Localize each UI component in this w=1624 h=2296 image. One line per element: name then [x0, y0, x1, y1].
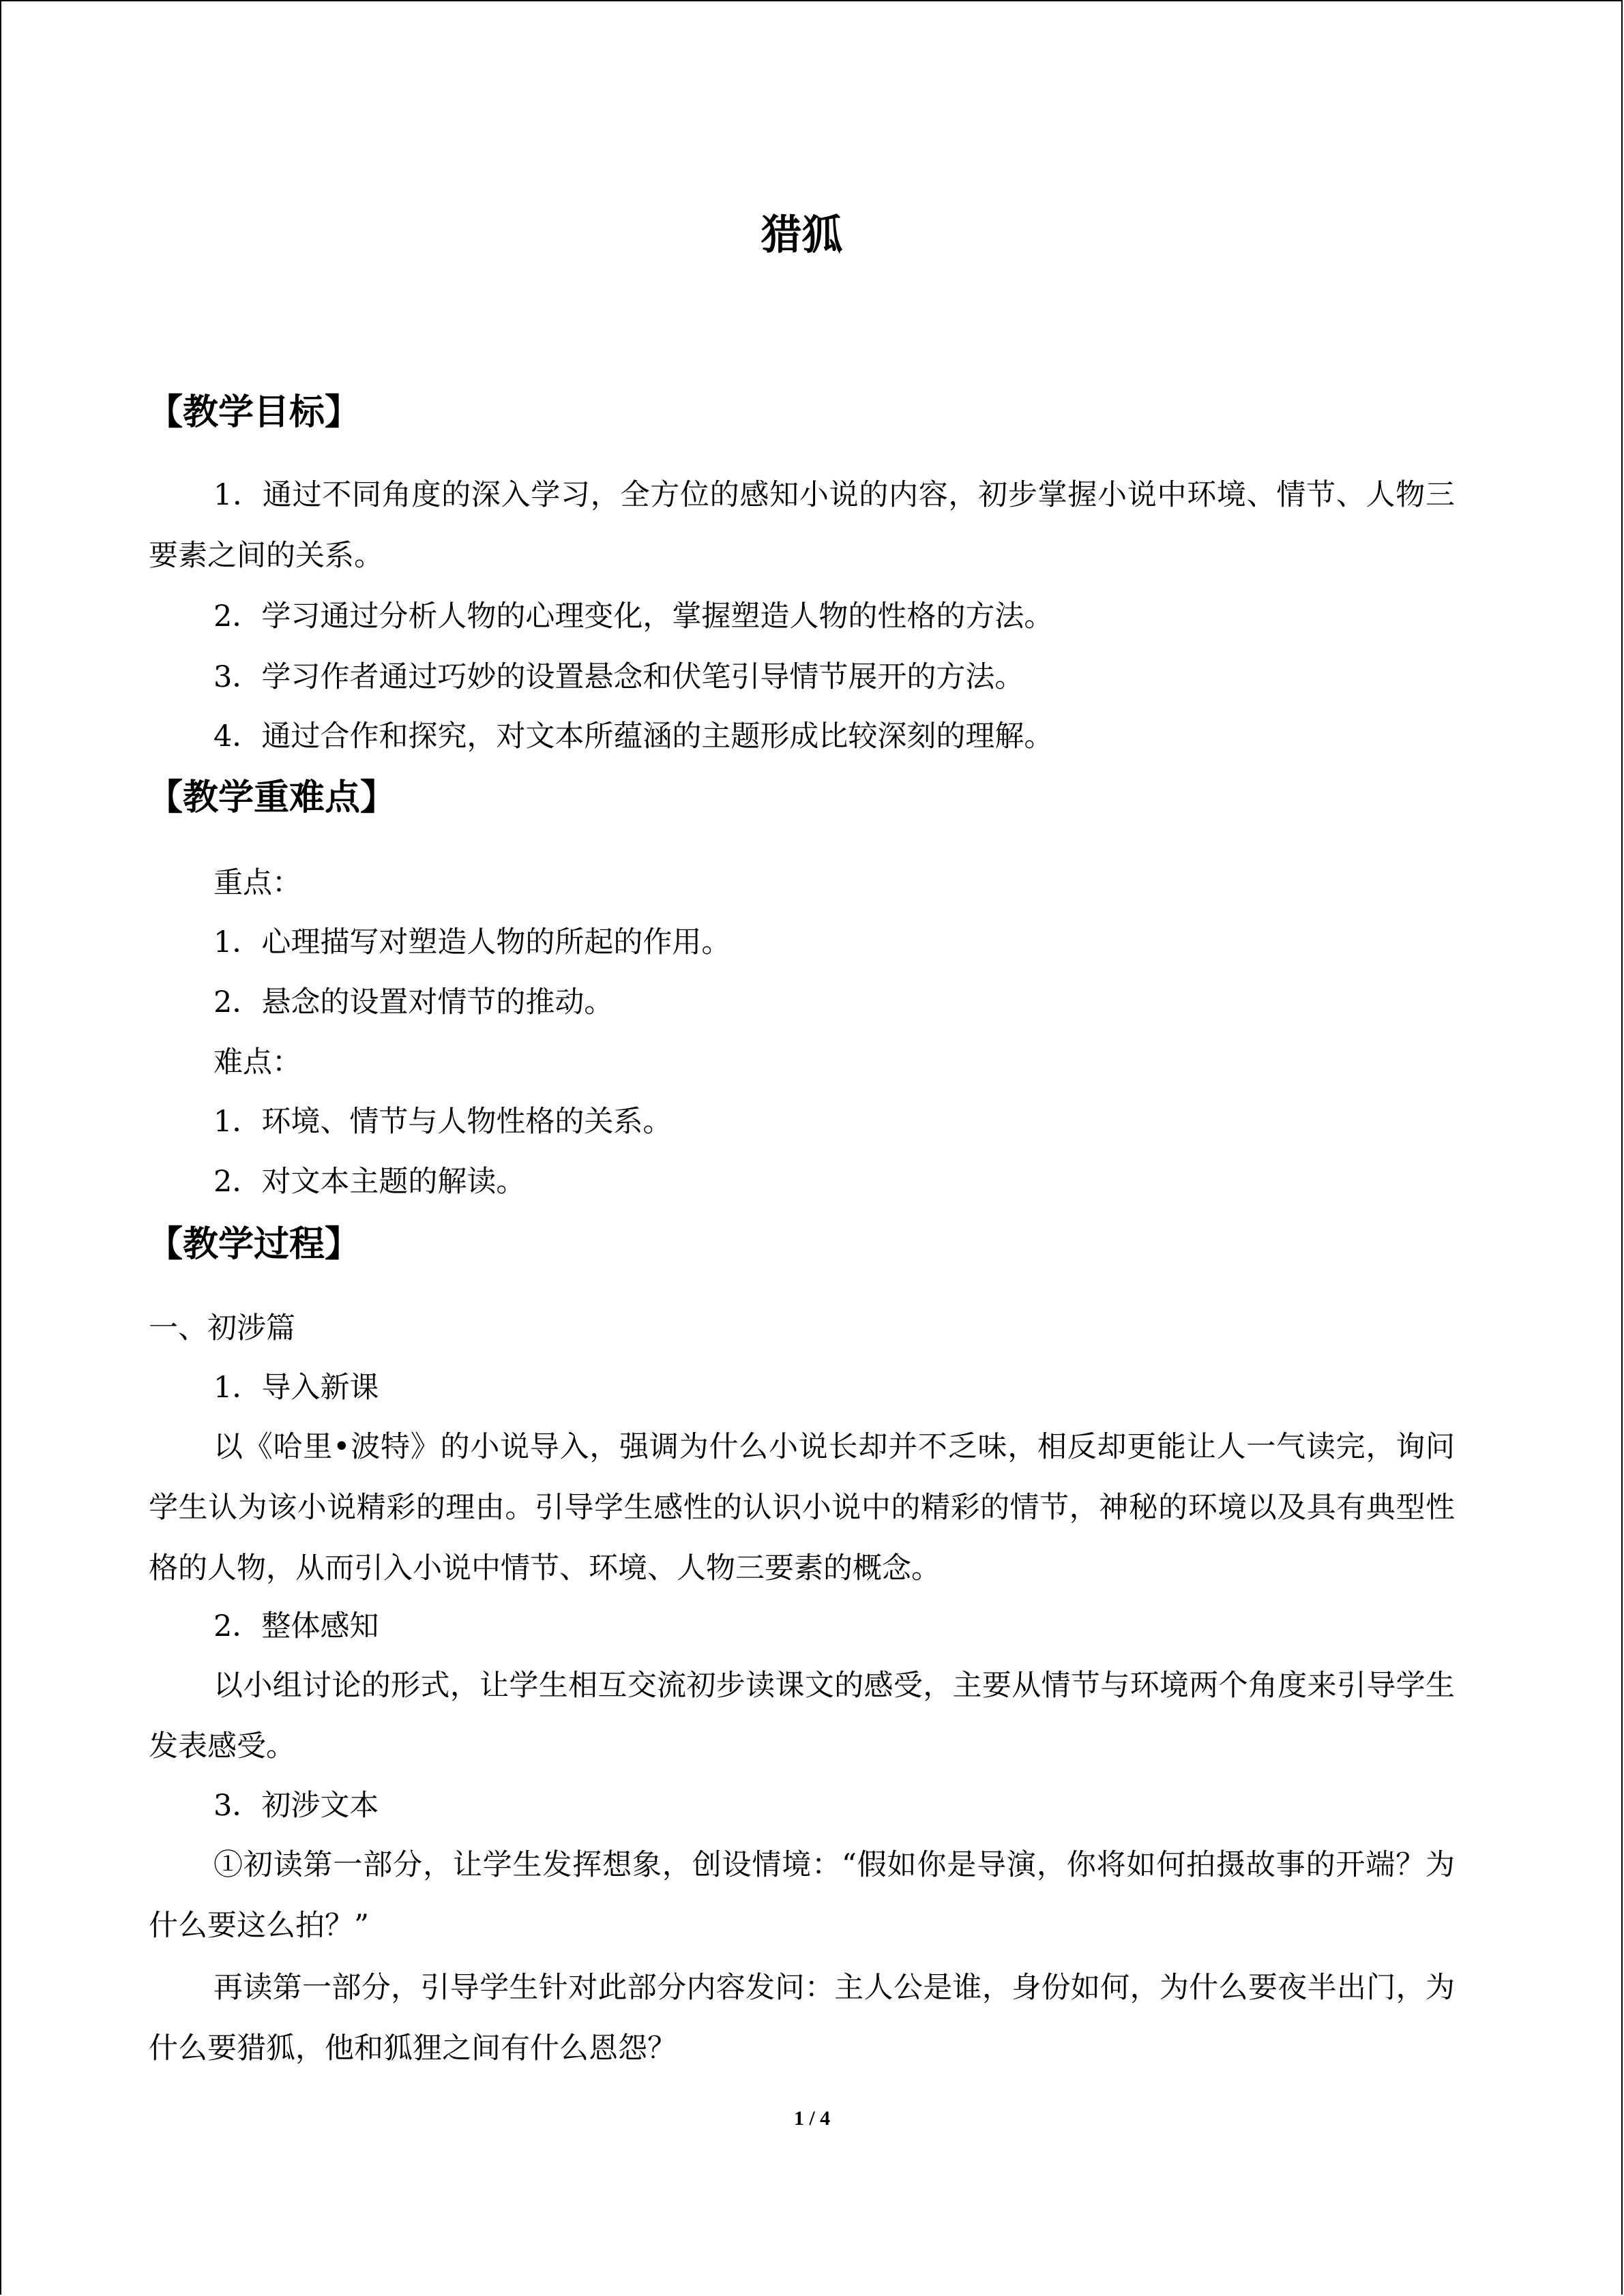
step3-paragraph-1: ①初读第一部分，让学生发挥想象，创设情境：“假如你是导演，你将如何拍摄故事的开端？为什么要这么拍？”: [149, 1848, 1455, 1943]
heading-teaching-goals: 【教学目标】: [147, 392, 361, 433]
page-title: 猎狐: [761, 211, 843, 259]
heading-teaching-process: 【教学过程】: [147, 1224, 361, 1265]
page-number: 1 / 4: [793, 2107, 831, 2130]
goal-item-1: 1．通过不同角度的深入学习，全方位的感知小说的内容，初步掌握小说中环境、情节、人物三要素之间的关系。: [149, 478, 1455, 573]
goal-item-2: 2．学习通过分析人物的心理变化，掌握塑造人物的性格的方法。: [213, 599, 1054, 633]
key-point-1: 1．心理描写对塑造人物的所起的作用。: [213, 925, 731, 959]
part1-title: 一、初涉篇: [149, 1311, 295, 1345]
step1-title: 1．导入新课: [213, 1371, 379, 1405]
heading-key-difficult: 【教学重难点】: [147, 777, 396, 818]
goal-item-4: 4．通过合作和探究，对文本所蕴涵的主题形成比较深刻的理解。: [213, 719, 1054, 754]
difficult-point-1: 1．环境、情节与人物性格的关系。: [213, 1105, 673, 1139]
key-label: 重点：: [213, 866, 301, 900]
step2-paragraph: 以小组讨论的形式，让学生相互交流初步读课文的感受，主要从情节与环境两个角度来引导学生发表感受。: [149, 1669, 1455, 1763]
goal-item-3: 3．学习作者通过巧妙的设置悬念和伏笔引导情节展开的方法。: [213, 660, 1024, 694]
step2-title: 2．整体感知: [213, 1609, 379, 1643]
key-point-2: 2．悬念的设置对情节的推动。: [213, 985, 614, 1019]
difficult-point-2: 2．对文本主题的解读。: [213, 1165, 526, 1199]
step3-paragraph-2: 再读第一部分，引导学生针对此部分内容发问：主人公是谁，身份如何，为什么要夜半出门，为什么要猎狐，他和狐狸之间有什么恩怨？: [149, 1971, 1455, 2066]
difficult-label: 难点：: [213, 1045, 301, 1079]
step3-title: 3．初涉文本: [213, 1789, 379, 1823]
step1-paragraph: 以《哈里•波特》的小说导入，强调为什么小说长却并不乏味，相反却更能让人一气读完，询问学生认为该小说精彩的理由。引导学生感性的认识小说中的精彩的情节，神秘的环境以及具有典型性格的人物，从而引入小说中情节、环境、人物三要素的概念。: [149, 1430, 1455, 1585]
